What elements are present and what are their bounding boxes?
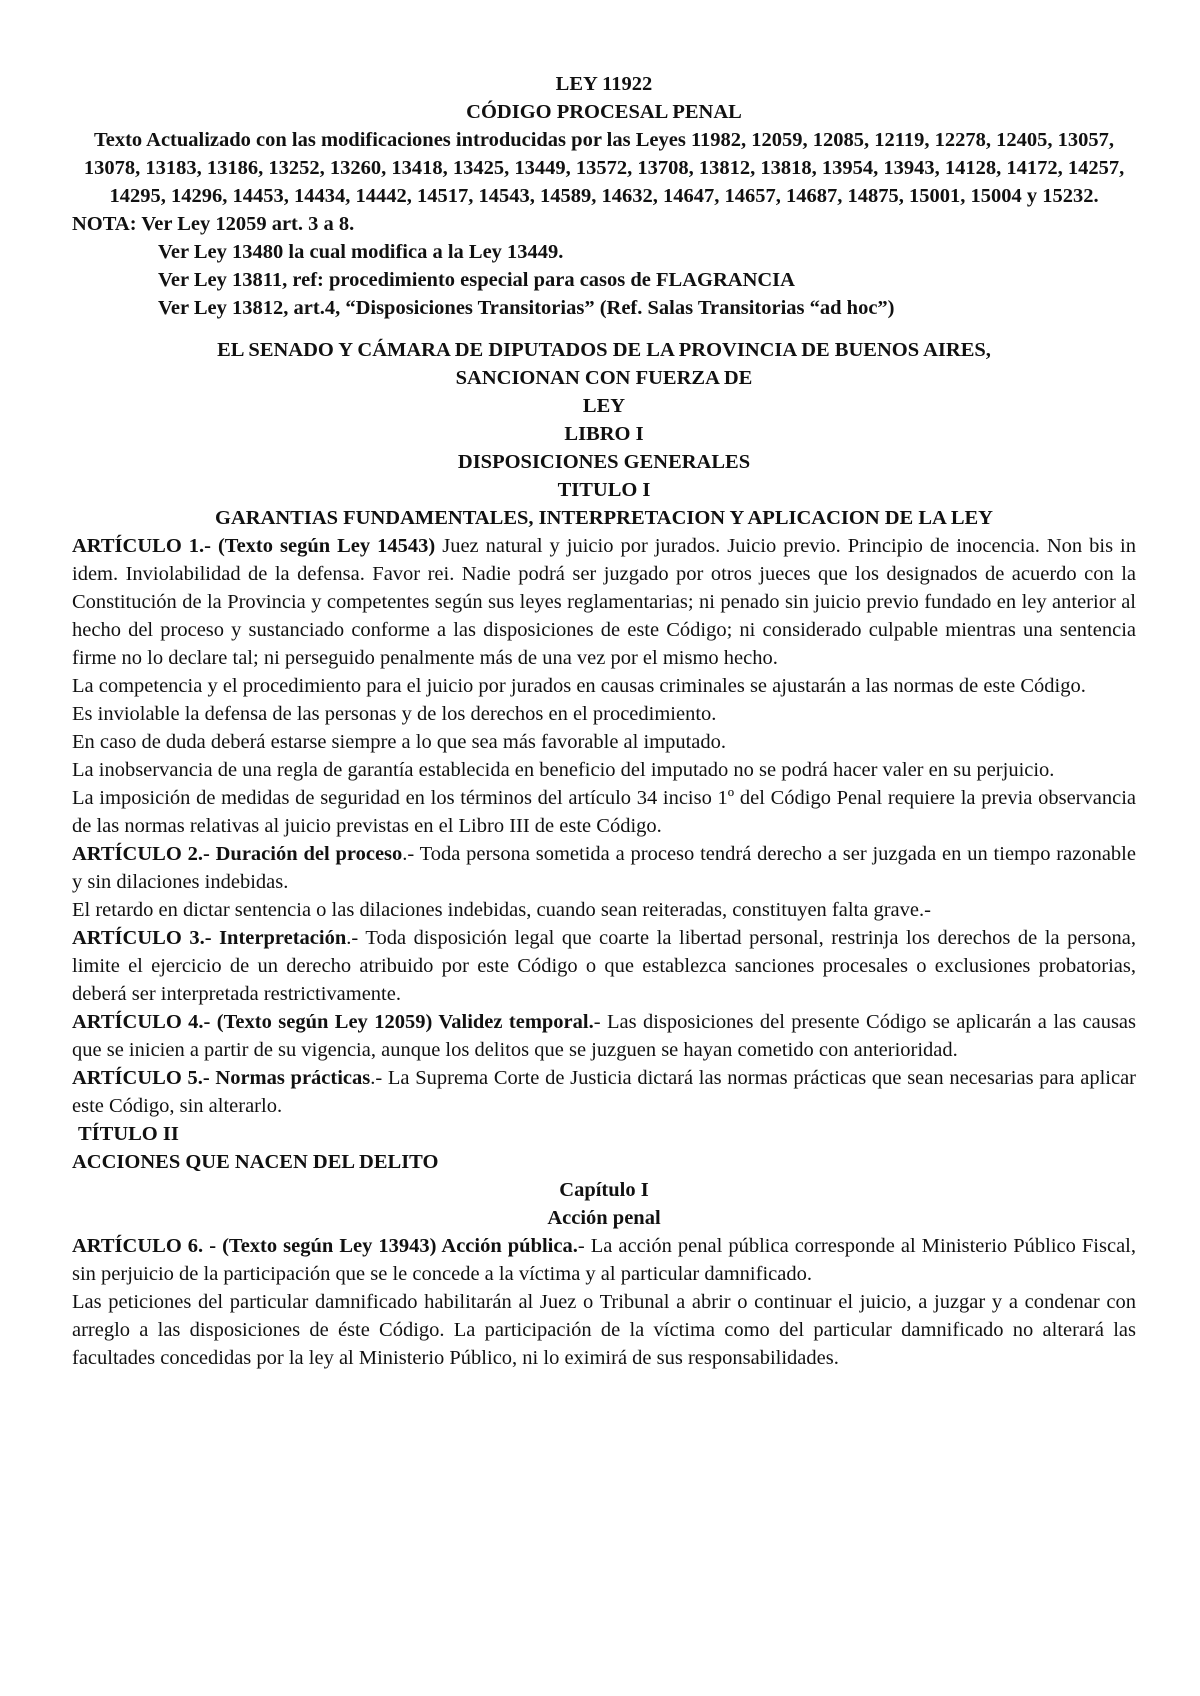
article-3 (72, 924, 1136, 1008)
note-item: Ver Ley 13811, ref: procedimiento especial para casos de FLAGRANCIA (158, 269, 795, 291)
update-note: Texto Actualizado con las modificaciones introducidas por las Leyes 11982, 12059, 12085, 12119, 12278, 12405, 13057, 13078, 13183, 13186, 13252, 13260, 13418, 13425, 13449, 13572, 13708, 13812, 13818, 13954, 13943, 14128, 14172, 14257, 14295, 14296, 14453, 14434, 14442, 14517, 14543, 14589, 14632, 14647, 14657, 14687, 14875, 15001, 15004 y 15232. (83, 129, 1125, 207)
enactment-line-3: LEY (582, 395, 626, 417)
article-3-text: .- Toda disposición legal que coarte la libertad personal, restrinja los derechos de la persona, limite el ejercicio de un derecho atribuido por este Código o que establezca sanciones procesales o exclusiones probatorias, deberá ser interpretada restrictivamente. (72, 927, 1136, 1005)
article-1-heading: ARTÍCULO 1.- (Texto según Ley 14543) (72, 535, 436, 557)
article-2 (72, 840, 1136, 896)
article-5 (72, 1064, 1136, 1120)
article-3-heading: ARTÍCULO 3.- Interpretación (72, 927, 347, 949)
titulo1-label: TITULO I (557, 479, 651, 501)
chapter-label: Capítulo I (559, 1179, 649, 1201)
article-4 (72, 1008, 1136, 1064)
article-4-heading: ARTÍCULO 4.- (Texto según Ley 12059) Validez temporal. (72, 1011, 594, 1033)
enactment-line-1: EL SENADO Y CÁMARA DE DIPUTADOS DE LA PROVINCIA DE BUENOS AIRES, (217, 339, 991, 361)
article-6-heading: ARTÍCULO 6. - (Texto según Ley 13943) Acción pública. (72, 1235, 578, 1257)
code-title: CÓDIGO PROCESAL PENAL (466, 101, 742, 123)
article-1-paragraph: La competencia y el procedimiento para el juicio por jurados en causas criminales se ajustarán a las normas de este Código. (72, 675, 1086, 697)
titulo1-title: GARANTIAS FUNDAMENTALES, INTERPRETACION Y APLICACION DE LA LEY (215, 507, 993, 529)
article-6-paragraph: Las peticiones del particular damnificado habilitarán al Juez o Tribunal a abrir o continuar el juicio, a juzgar y a condenar con arreglo a las disposiciones de éste Código. La participación de la víctima como del particular damnificado no alterará las facultades concedidas por la ley al Ministerio Público, ni lo eximirá de sus responsabilidades. (72, 1291, 1136, 1369)
article-1-paragraph: La imposición de medidas de seguridad en los términos del artículo 34 inciso 1º del Código Penal requiere la previa observancia de las normas relativas al juicio previstas en el Libro III de este Código. (72, 787, 1136, 837)
article-1-paragraph: Es inviolable la defensa de las personas y de los derechos en el procedimiento. (72, 703, 717, 725)
article-2-heading: ARTÍCULO 2.- Duración del proceso (72, 843, 403, 865)
book-title: DISPOSICIONES GENERALES (457, 451, 751, 473)
note-label: NOTA: (72, 213, 137, 235)
article-5-heading: ARTÍCULO 5.- Normas prácticas (72, 1067, 371, 1089)
note-row-1 (72, 210, 1136, 238)
note-item: Ver Ley 13812, art.4, “Disposiciones Transitorias” (Ref. Salas Transitorias “ad hoc”) (158, 297, 895, 319)
note-item: Ver Ley 13480 la cual modifica a la Ley 13449. (158, 241, 564, 263)
law-number: LEY 11922 (555, 73, 653, 95)
article-1-text: Juez natural y juicio por jurados. Juicio previo. Principio de inocencia. Non bis in idem. Inviolabilidad de la defensa. Favor rei. Nadie podrá ser juzgado por otros jueces que los designados de acuerdo con la Constitución de la Provincia y competentes según sus leyes reglamentarias; ni penado sin juicio previo fundado en ley anterior al hecho del proceso y sustanciado conforme a las disposiciones de este Código; ni considerado culpable mientras una sentencia firme no lo declare tal; ni perseguido penalmente más de una vez por el mismo hecho. (72, 535, 1137, 669)
document-page (72, 70, 1136, 1372)
article-1-paragraph: En caso de duda deberá estarse siempre a lo que sea más favorable al imputado. (72, 731, 727, 753)
book-label: LIBRO I (564, 423, 644, 445)
chapter-title: Acción penal (547, 1207, 661, 1229)
article-1 (72, 532, 1136, 672)
article-2-paragraph: El retardo en dictar sentencia o las dilaciones indebidas, cuando sean reiteradas, constituyen falta grave.- (72, 899, 931, 921)
notes-block (72, 210, 1136, 322)
titulo2-label: TÍTULO II (78, 1123, 179, 1145)
article-6 (72, 1232, 1136, 1288)
article-6-text: - La acción penal pública corresponde al Ministerio Público Fiscal, sin perjuicio de la participación que se le concede a la víctima y al particular damnificado. (72, 1235, 1136, 1285)
article-2-text: .- Toda persona sometida a proceso tendrá derecho a ser juzgada en un tiempo razonable y sin dilaciones indebidas. (72, 843, 1136, 893)
enactment-line-2: SANCIONAN CON FUERZA DE (455, 367, 753, 389)
article-1-paragraph: La inobservancia de una regla de garantía establecida en beneficio del imputado no se podrá hacer valer en su perjuicio. (72, 759, 1055, 781)
article-4-text: - Las disposiciones del presente Código se aplicarán a las causas que se inicien a partir de su vigencia, aunque los delitos que se juzguen se hayan cometido con anterioridad. (72, 1011, 1137, 1061)
note-item: Ver Ley 12059 art. 3 a 8. (141, 213, 355, 235)
article-5-text: .- La Suprema Corte de Justicia dictará las normas prácticas que sean necesarias para aplicar este Código, sin alterarlo. (72, 1067, 1136, 1117)
titulo2-title: ACCIONES QUE NACEN DEL DELITO (72, 1151, 439, 1173)
